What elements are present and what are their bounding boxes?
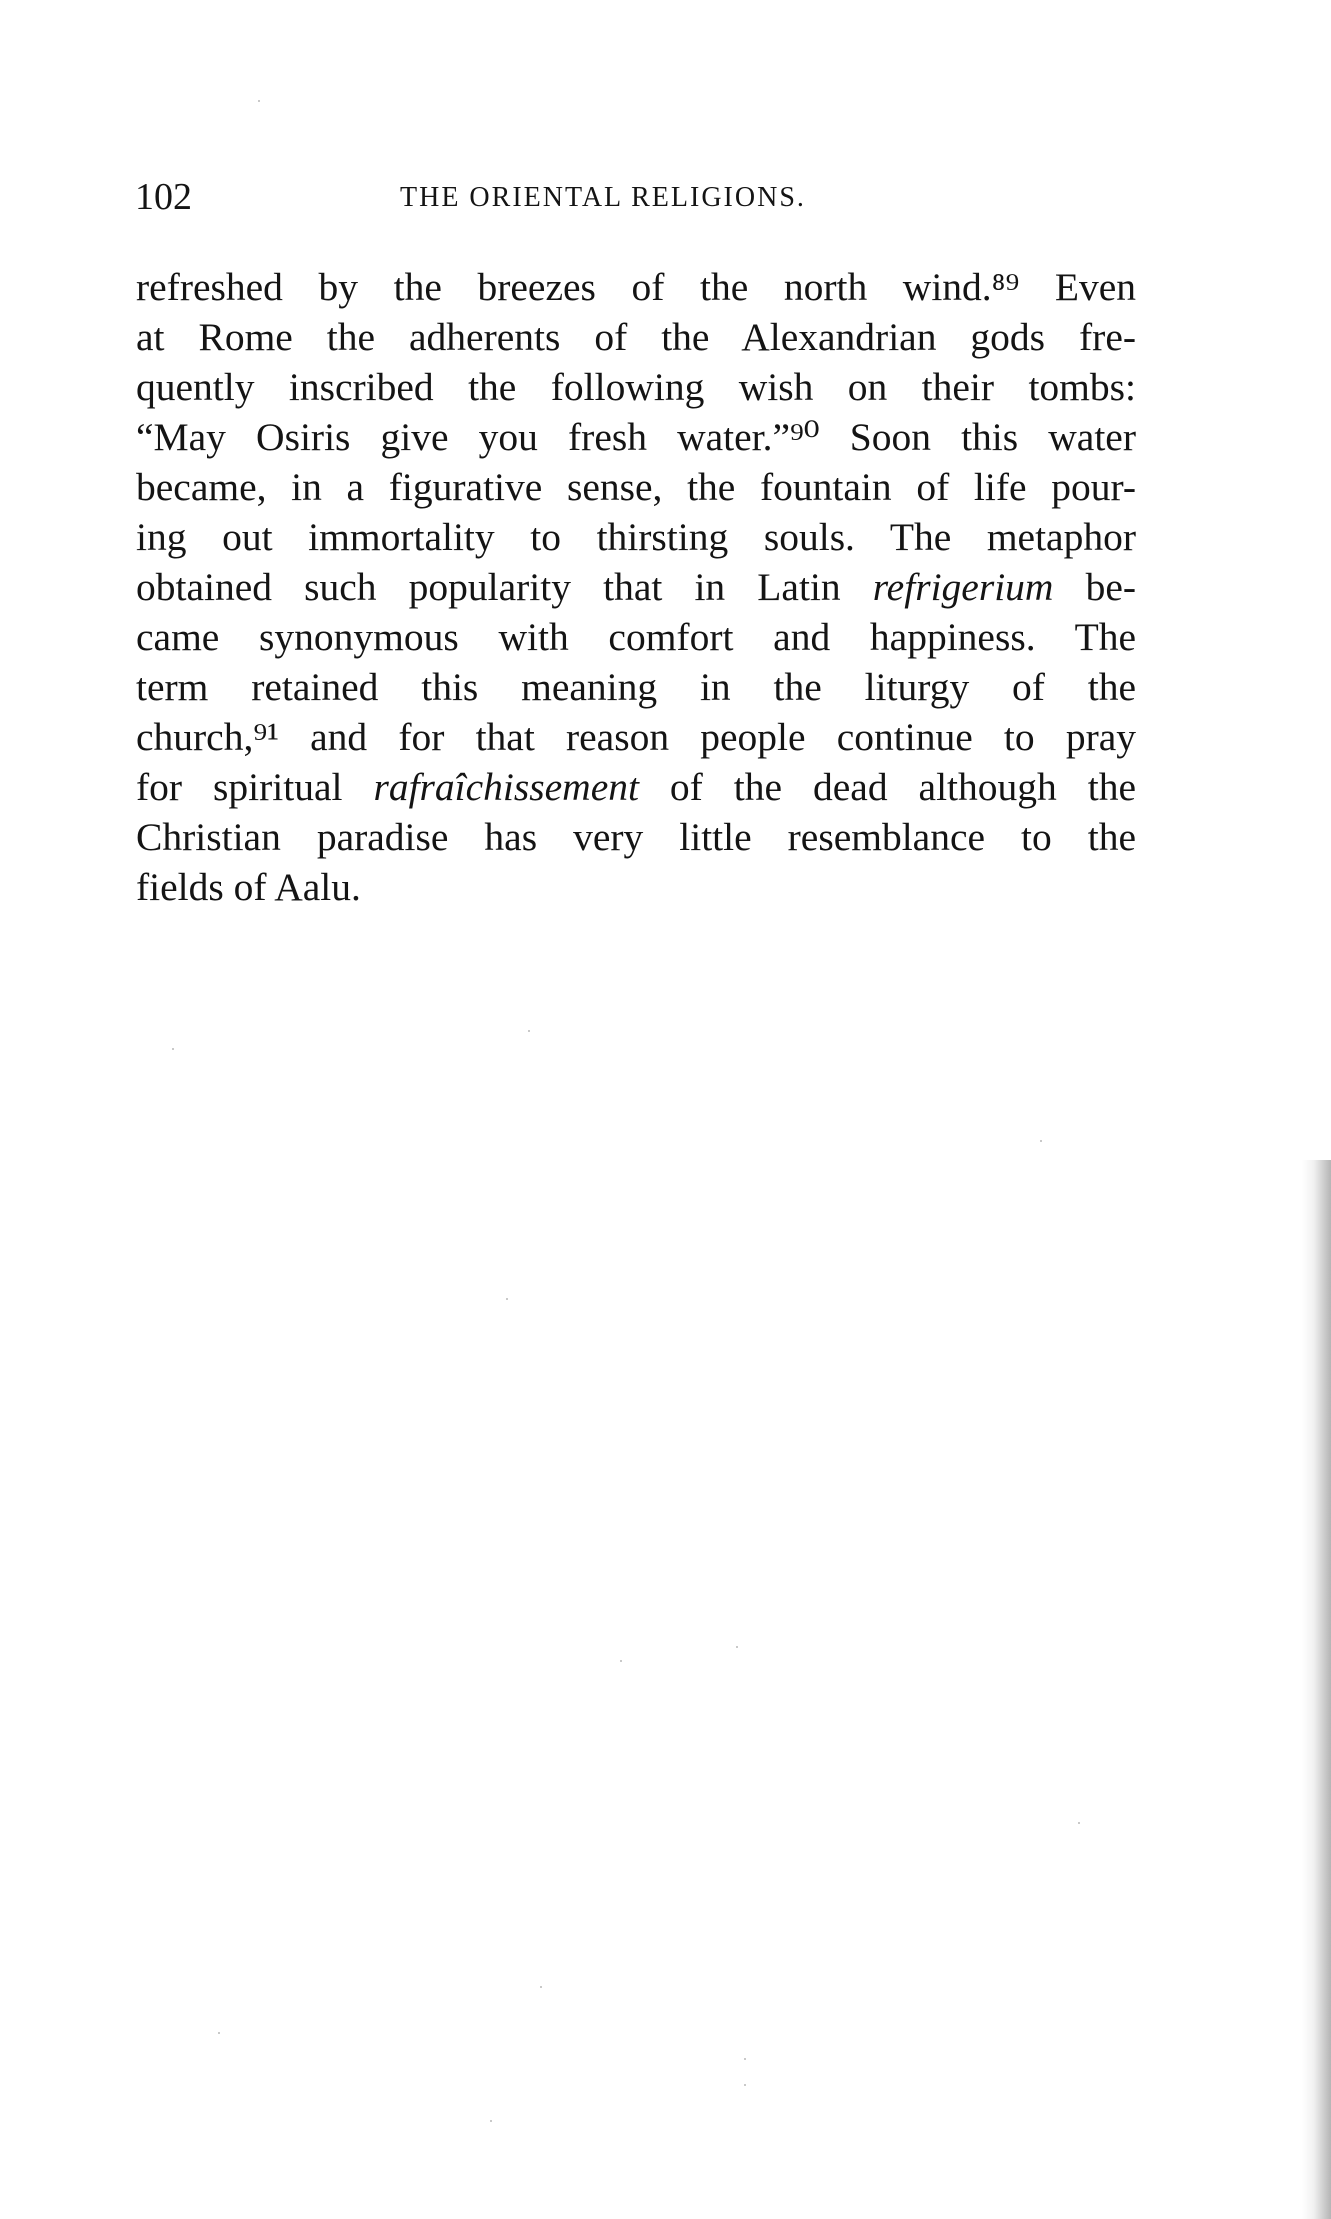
paper-speck <box>258 100 260 102</box>
paper-speck <box>736 1646 738 1648</box>
text-line: became, in a figurative sense, the fountain of life pour- <box>136 465 1136 509</box>
running-head <box>135 172 1135 222</box>
text-line: church,⁹¹ and for that reason people continue to pray <box>136 715 1136 759</box>
text-line: refreshed by the breezes of the north wind.⁸⁹ Even <box>136 265 1136 309</box>
paper-speck <box>1078 1822 1080 1824</box>
text-line: term retained this meaning in the liturgy of the <box>136 665 1136 709</box>
running-title: THE ORIENTAL RELIGIONS. <box>400 182 806 213</box>
text-line: came synonymous with comfort and happiness. The <box>136 615 1136 659</box>
paper-speck <box>744 2084 746 2086</box>
italic-term: rafraîchissement <box>373 765 639 809</box>
paper-speck <box>218 2032 220 2034</box>
paper-speck <box>506 1298 508 1300</box>
page-edge-shadow <box>1302 1160 1331 2219</box>
italic-term: refrigerium <box>872 565 1054 609</box>
paper-speck <box>1040 1140 1042 1142</box>
text-line: Christian paradise has very little resemblance to the <box>136 815 1136 859</box>
paper-speck <box>528 1030 530 1032</box>
text-line: for spiritual rafraîchissement of the dead although the <box>136 765 1137 809</box>
paper-speck <box>172 1048 174 1050</box>
paper-speck <box>540 1986 542 1988</box>
paper-speck <box>744 2058 746 2060</box>
text-line: “May Osiris give you fresh water.”⁹⁰ Soon this water <box>136 415 1136 459</box>
text-line: ing out immortality to thirsting souls. The metaphor <box>136 515 1136 559</box>
paper-speck <box>490 2120 492 2122</box>
text-line: obtained such popularity that in Latin refrigerium be- <box>136 565 1137 609</box>
page-number: 102 <box>135 176 192 218</box>
body-paragraph <box>136 262 1136 912</box>
text-line: fields of Aalu. <box>136 865 361 909</box>
text-line: quently inscribed the following wish on their tombs: <box>136 365 1136 409</box>
text-line: at Rome the adherents of the Alexandrian gods fre- <box>136 315 1136 359</box>
paper-speck <box>620 1660 622 1662</box>
